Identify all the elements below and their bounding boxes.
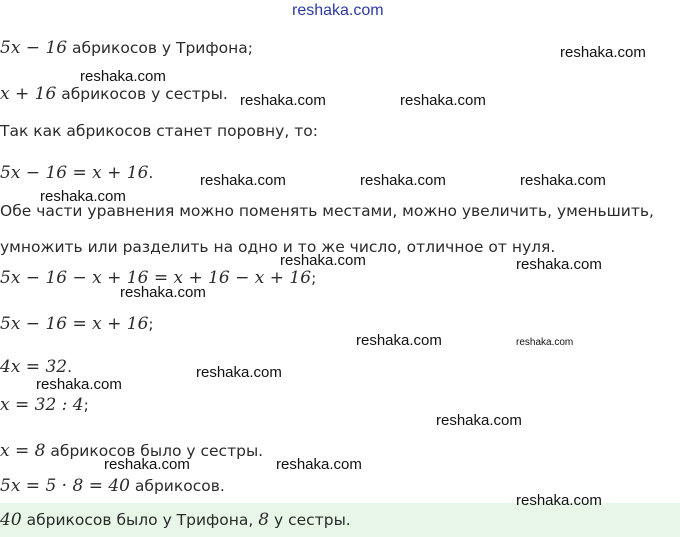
watermark: reshaka.com [36, 376, 122, 393]
watermark: reshaka.com [516, 256, 602, 273]
solution-line-12 [0, 475, 225, 497]
watermark: reshaka.com [196, 364, 282, 381]
watermark: reshaka.com [80, 68, 166, 85]
expression: 5x − 16 = x + 16 [0, 163, 149, 183]
solution-line-9 [0, 356, 72, 378]
expression: 5x − 16 − x + 16 = x + 16 − x + 16 [0, 268, 312, 288]
answer-line [0, 509, 351, 531]
solution-line-8 [0, 313, 154, 335]
solution-line-4 [0, 162, 153, 184]
line-text: . [148, 164, 154, 182]
watermark: reshaka.com [200, 172, 286, 189]
expression: x = 32 : 4 [0, 395, 84, 415]
line-text: ; [83, 396, 89, 414]
watermark: reshaka.com [400, 92, 486, 109]
solution-line-3 [0, 120, 318, 142]
expression: 5x = 5 · 8 = 40 [0, 476, 130, 496]
watermark: reshaka.com [360, 172, 446, 189]
watermark: reshaka.com [280, 252, 366, 269]
line-text: Так как абрикосов станет поровну, то: [0, 122, 318, 140]
watermark: reshaka.com [240, 92, 326, 109]
watermark: reshaka.com [40, 188, 126, 205]
solution-line-2 [0, 83, 228, 105]
answer-number-1: 40 [0, 510, 22, 530]
watermark: reshaka.com [104, 456, 190, 473]
answer-text-1: абрикосов было у Трифона, [21, 511, 259, 529]
line-text: абрикосов у сестры. [56, 85, 228, 103]
watermark: reshaka.com [516, 337, 574, 348]
expression: 4x = 32 [0, 357, 68, 377]
watermark: reshaka.com [436, 412, 522, 429]
solution-line-1 [0, 37, 253, 59]
line-text: абрикосов было у сестры. [45, 442, 264, 460]
watermark: reshaka.com [520, 172, 606, 189]
watermark: reshaka.com [516, 492, 602, 509]
watermark: reshaka.com [276, 456, 362, 473]
expression: 5x − 16 = x + 16 [0, 314, 149, 334]
line-text: Обе части уравнения можно поменять местами, можно увеличить, уменьшить, [0, 202, 654, 220]
line-text: . [67, 358, 73, 376]
expression: 5x − 16 [0, 38, 68, 58]
answer-text-2: у сестры. [269, 511, 351, 529]
line-text: абрикосов у Трифона; [67, 39, 253, 57]
solution-line-10 [0, 394, 89, 416]
solution-line-6 [0, 236, 555, 258]
line-text: ; [148, 315, 154, 333]
line-text: абрикосов. [129, 477, 225, 495]
line-text: ; [311, 269, 317, 287]
watermark: reshaka.com [120, 284, 206, 301]
watermark: reshaka.com [560, 44, 646, 61]
expression: x = 8 [0, 441, 46, 461]
watermark: reshaka.com [356, 332, 442, 349]
top-watermark: reshaka.com [292, 2, 384, 19]
answer-number-2: 8 [258, 510, 270, 530]
expression: x + 16 [0, 84, 57, 104]
line-text: умножить или разделить на одно и то же число, отличное от нуля. [0, 238, 556, 256]
